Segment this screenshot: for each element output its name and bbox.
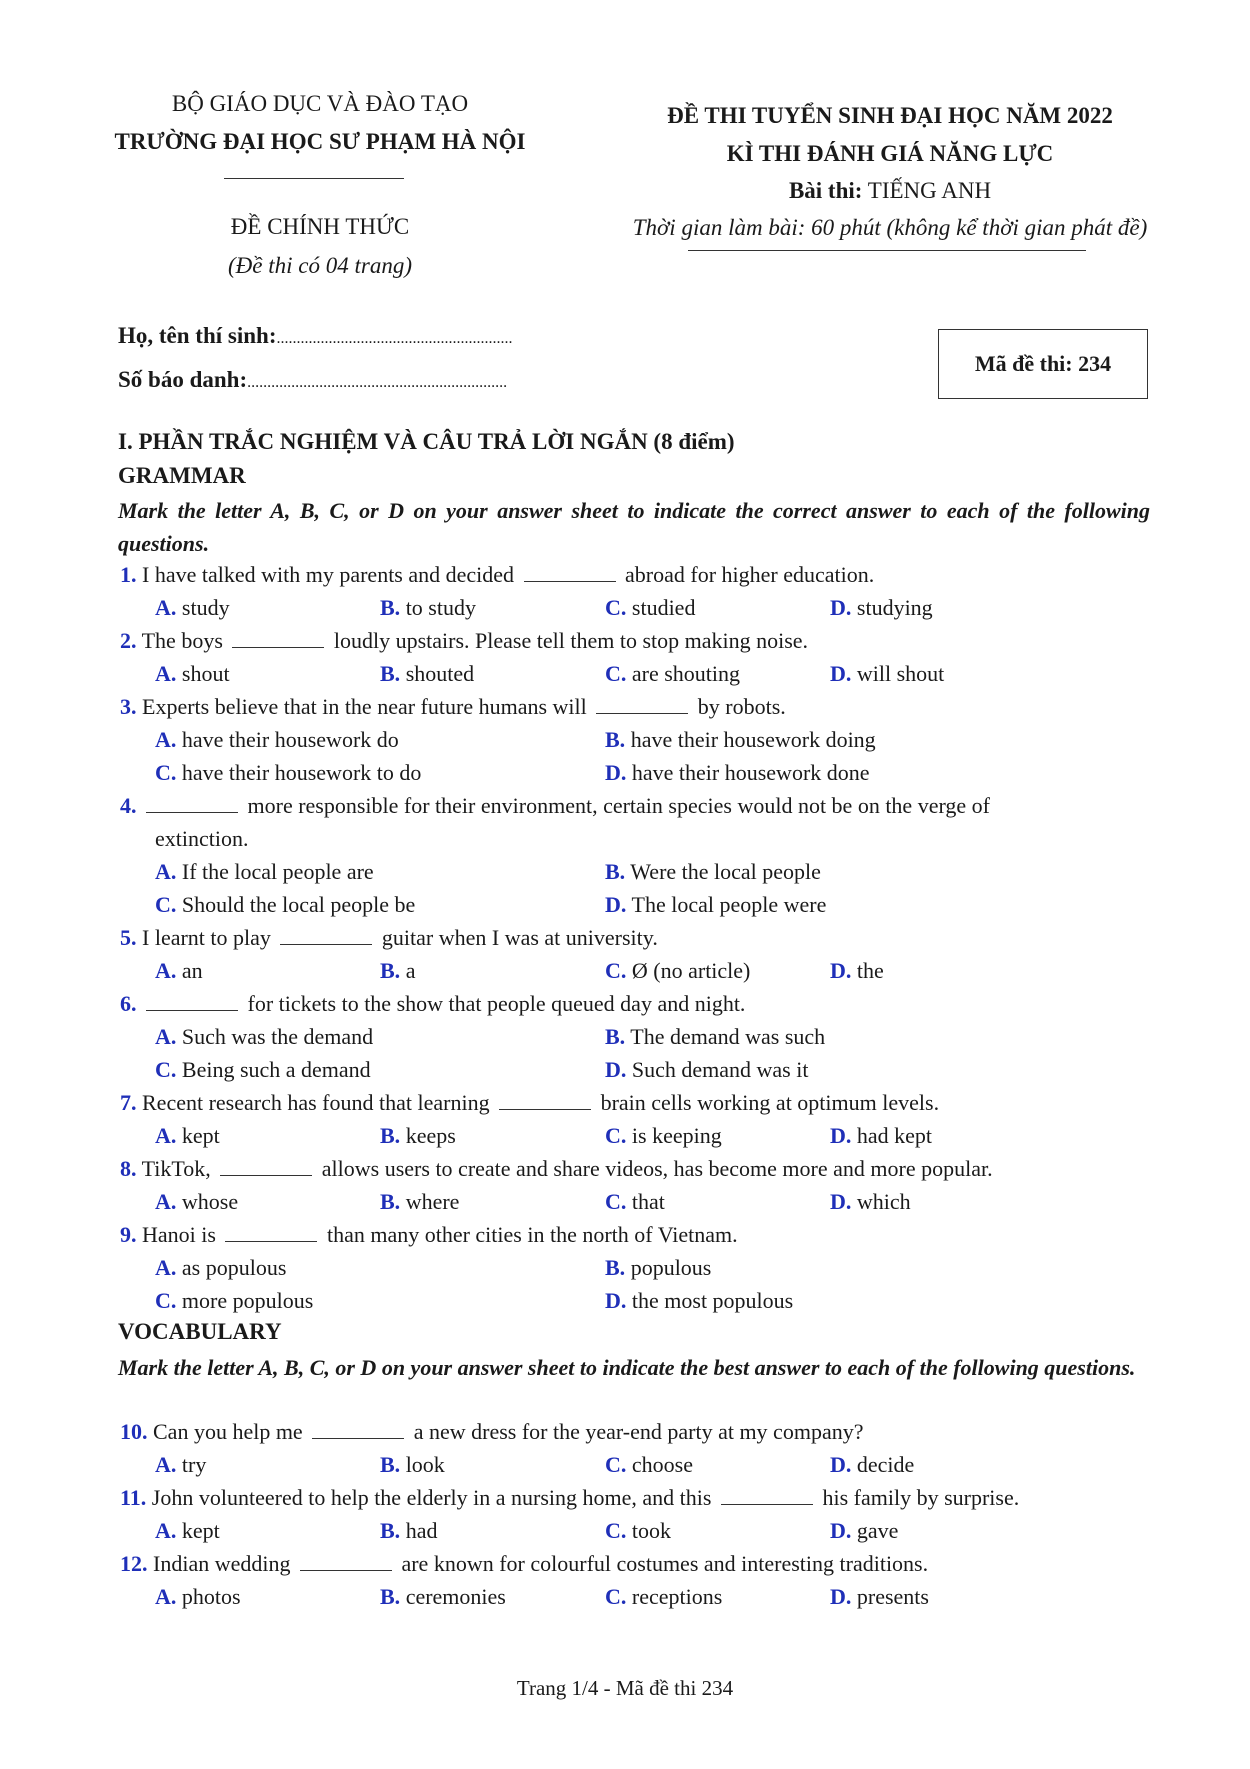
- header-right-divider: [688, 250, 1086, 251]
- question-text-after-blank: for tickets to the show that people queued day and night.: [247, 991, 746, 1016]
- option-letter: C.: [605, 661, 627, 686]
- option-letter: B.: [380, 1123, 401, 1148]
- option-letter: A.: [155, 1123, 177, 1148]
- university-name: TRƯỜNG ĐẠI HỌC SƯ PHẠM HÀ NỘI: [114, 129, 526, 154]
- option-c[interactable]: [155, 891, 415, 919]
- question-text-after-blank: his family by surprise.: [822, 1485, 1020, 1510]
- option-c[interactable]: [605, 1188, 665, 1216]
- option-letter: B.: [380, 958, 401, 983]
- option-letter: B.: [380, 1189, 401, 1214]
- question-text-after-blank: by robots.: [697, 694, 786, 719]
- option-b[interactable]: [380, 594, 476, 622]
- option-text: Such was the demand: [181, 1024, 374, 1049]
- option-text: had kept: [856, 1123, 933, 1148]
- question-number: 1.: [120, 562, 137, 587]
- option-d[interactable]: [830, 1451, 914, 1479]
- option-text: keeps: [405, 1123, 456, 1148]
- option-letter: D.: [830, 1584, 852, 1609]
- option-a[interactable]: [155, 957, 203, 985]
- option-text: to study: [405, 595, 476, 620]
- option-a[interactable]: [155, 1188, 238, 1216]
- answer-blank: [596, 695, 688, 714]
- option-b[interactable]: [380, 1517, 437, 1545]
- option-letter: C.: [605, 1189, 627, 1214]
- option-c[interactable]: [605, 1583, 722, 1611]
- option-c[interactable]: [155, 1287, 313, 1315]
- question-number: 12.: [120, 1551, 148, 1576]
- option-text: look: [405, 1452, 445, 1477]
- question-text-after-blank: allows users to create and share videos, has become more and more popular.: [321, 1156, 993, 1181]
- question-text-before-blank: I learnt to play: [142, 925, 271, 950]
- answer-blank: [499, 1091, 591, 1110]
- answer-blank: [524, 563, 616, 582]
- question-text-before-blank: Can you help me: [153, 1419, 303, 1444]
- exam-subtitle: KÌ THI ĐÁNH GIÁ NĂNG LỰC: [726, 141, 1054, 166]
- option-letter: C.: [605, 1518, 627, 1543]
- question-1: [120, 561, 874, 589]
- option-b[interactable]: [380, 1188, 459, 1216]
- option-text: have their housework do: [181, 727, 399, 752]
- option-b[interactable]: [605, 726, 876, 754]
- option-letter: C.: [155, 1288, 177, 1313]
- option-letter: D.: [830, 661, 852, 686]
- candidate-id-field[interactable]: [118, 366, 507, 397]
- answer-blank: [232, 629, 324, 648]
- question-number: 5.: [120, 925, 137, 950]
- option-text: decide: [856, 1452, 915, 1477]
- option-a[interactable]: [155, 660, 230, 688]
- question-number: 2.: [120, 628, 137, 653]
- option-d[interactable]: [830, 1122, 932, 1150]
- option-text: The demand was such: [630, 1024, 826, 1049]
- option-b[interactable]: [380, 1451, 445, 1479]
- option-text: study: [181, 595, 230, 620]
- option-letter: A.: [155, 1024, 177, 1049]
- option-c[interactable]: [605, 1517, 671, 1545]
- option-text: photos: [181, 1584, 241, 1609]
- option-a[interactable]: [155, 858, 374, 886]
- option-text: are shouting: [631, 661, 741, 686]
- question-text-before-blank: I have talked with my parents and decided: [142, 562, 515, 587]
- candidate-name-dots: ...........................................................: [276, 330, 513, 347]
- option-letter: C.: [605, 1584, 627, 1609]
- exam-code: Mã đề thi: 234: [974, 351, 1112, 376]
- subject-label: Bài thi:: [788, 178, 863, 203]
- option-letter: B.: [380, 1452, 401, 1477]
- option-letter: D.: [605, 760, 627, 785]
- option-letter: B.: [605, 727, 626, 752]
- option-letter: A.: [155, 958, 177, 983]
- option-c[interactable]: [605, 660, 740, 688]
- answer-blank: [220, 1157, 312, 1176]
- option-text: presents: [856, 1584, 929, 1609]
- option-b[interactable]: [605, 1254, 711, 1282]
- answer-blank: [146, 794, 238, 813]
- option-text: which: [856, 1189, 911, 1214]
- question-9: [120, 1221, 738, 1249]
- option-text: Being such a demand: [181, 1057, 371, 1082]
- option-text: shouted: [405, 661, 475, 686]
- question-2: [120, 627, 808, 655]
- vocabulary-instruction: Mark the letter A, B, C, or D on your answer sheet to indicate the best answer to each of the following questions.: [118, 1355, 1136, 1380]
- option-letter: C.: [605, 1452, 627, 1477]
- option-letter: B.: [380, 595, 401, 620]
- option-text: gave: [856, 1518, 899, 1543]
- option-letter: A.: [155, 1452, 177, 1477]
- option-text: ceremonies: [405, 1584, 506, 1609]
- option-text: where: [405, 1189, 460, 1214]
- option-d[interactable]: [830, 1188, 911, 1216]
- option-text: The local people were: [631, 892, 827, 917]
- option-text: populous: [630, 1255, 712, 1280]
- page-footer: Trang 1/4 - Mã đề thi 234: [516, 1676, 734, 1700]
- option-text: kept: [181, 1123, 220, 1148]
- option-text: Should the local people be: [181, 892, 416, 917]
- time-note: Thời gian làm bài: 60 phút (không kể thời gian phát đề): [632, 215, 1148, 240]
- option-d[interactable]: [830, 660, 944, 688]
- question-text-after-blank: a new dress for the year-end party at my company?: [413, 1419, 864, 1444]
- question-text-before-blank: Recent research has found that learning: [142, 1090, 490, 1115]
- option-c[interactable]: [605, 1451, 693, 1479]
- option-letter: C.: [155, 892, 177, 917]
- option-letter: D.: [605, 1057, 627, 1082]
- option-text: an: [181, 958, 203, 983]
- candidate-id-label: Số báo danh:: [118, 367, 248, 392]
- option-a[interactable]: [155, 1023, 373, 1051]
- exam-code-box: [938, 329, 1148, 399]
- option-letter: D.: [830, 1518, 852, 1543]
- option-c[interactable]: [605, 957, 750, 985]
- option-d[interactable]: [830, 957, 884, 985]
- answer-blank: [146, 992, 238, 1011]
- option-d[interactable]: [830, 1583, 929, 1611]
- option-text: is keeping: [631, 1123, 722, 1148]
- option-text: Ø (no article): [631, 958, 751, 983]
- option-letter: D.: [605, 1288, 627, 1313]
- option-a[interactable]: [155, 1122, 220, 1150]
- option-d[interactable]: [605, 891, 826, 919]
- question-10: [120, 1418, 863, 1446]
- option-text: choose: [631, 1452, 693, 1477]
- option-text: the most populous: [631, 1288, 794, 1313]
- option-b[interactable]: [605, 858, 821, 886]
- option-b[interactable]: [380, 957, 415, 985]
- option-text: kept: [181, 1518, 220, 1543]
- candidate-id-dots: .................................................................: [247, 374, 508, 391]
- option-text: Such demand was it: [631, 1057, 809, 1082]
- option-letter: B.: [380, 661, 401, 686]
- option-c[interactable]: [605, 1122, 722, 1150]
- option-text: have their housework to do: [181, 760, 422, 785]
- subject-value: TIẾNG ANH: [867, 178, 992, 203]
- question-12: [120, 1550, 928, 1578]
- option-b[interactable]: [605, 1023, 825, 1051]
- option-d[interactable]: [605, 1287, 793, 1315]
- question-number: 9.: [120, 1222, 137, 1247]
- option-letter: D.: [830, 1123, 852, 1148]
- grammar-instruction: Mark the letter A, B, C, or D on your answer sheet to indicate the correct answer to each of the following questions.: [118, 498, 1150, 556]
- question-text-after-blank: brain cells working at optimum levels.: [600, 1090, 940, 1115]
- option-text: had: [405, 1518, 438, 1543]
- answer-blank: [721, 1486, 813, 1505]
- exam-title: ĐỀ THI TUYỂN SINH ĐẠI HỌC NĂM 2022: [667, 103, 1113, 128]
- option-text: as populous: [181, 1255, 287, 1280]
- question-number: 6.: [120, 991, 137, 1016]
- option-a[interactable]: [155, 726, 399, 754]
- option-b[interactable]: [380, 1583, 506, 1611]
- official-label: ĐỀ CHÍNH THỨC: [230, 214, 410, 239]
- question-4: [120, 792, 990, 820]
- option-text: try: [181, 1452, 207, 1477]
- option-text: studying: [856, 595, 933, 620]
- option-a[interactable]: [155, 1451, 206, 1479]
- option-letter: B.: [605, 1024, 626, 1049]
- option-a[interactable]: [155, 1517, 220, 1545]
- option-b[interactable]: [380, 660, 474, 688]
- ministry-name: BỘ GIÁO DỤC VÀ ĐÀO TẠO: [171, 91, 469, 116]
- pages-note: (Đề thi có 04 trang): [228, 253, 412, 278]
- option-text: a: [405, 958, 416, 983]
- question-text-before-blank: Experts believe that in the near future humans will: [142, 694, 587, 719]
- header-left-divider: [224, 178, 404, 179]
- question-11: [120, 1484, 1019, 1512]
- subject-line: [600, 177, 1180, 205]
- candidate-name-field[interactable]: [118, 322, 512, 353]
- question-text-before-blank: The boys: [141, 628, 223, 653]
- answer-blank: [225, 1223, 317, 1242]
- part-title: I. PHẦN TRẮC NGHIỆM VÀ CÂU TRẢ LỜI NGẮN (8 điểm): [118, 429, 735, 454]
- option-text: have their housework doing: [630, 727, 876, 752]
- option-letter: A.: [155, 727, 177, 752]
- option-letter: B.: [380, 1584, 401, 1609]
- question-text-after-blank: guitar when I was at university.: [381, 925, 658, 950]
- option-d[interactable]: [605, 759, 870, 787]
- candidate-name-label: Họ, tên thí sinh:: [118, 323, 277, 348]
- option-c[interactable]: [155, 1056, 371, 1084]
- option-d[interactable]: [830, 1517, 898, 1545]
- question-text-after-blank: are known for colourful costumes and interesting traditions.: [401, 1551, 929, 1576]
- option-text: studied: [631, 595, 696, 620]
- question-text-after-blank: more responsible for their environment, certain species would not be on the verge of: [247, 793, 990, 818]
- question-text-before-blank: TikTok,: [141, 1156, 211, 1181]
- option-text: more populous: [181, 1288, 314, 1313]
- option-text: Were the local people: [630, 859, 821, 884]
- option-letter: A.: [155, 1518, 177, 1543]
- option-text: have their housework done: [631, 760, 870, 785]
- question-continuation: extinction.: [155, 826, 249, 851]
- option-a[interactable]: [155, 1583, 241, 1611]
- option-text: the: [856, 958, 884, 983]
- question-number: 8.: [120, 1156, 137, 1181]
- grammar-heading: GRAMMAR: [118, 463, 246, 488]
- answer-blank: [280, 926, 372, 945]
- question-text-after-blank: loudly upstairs. Please tell them to stop making noise.: [333, 628, 809, 653]
- option-letter: D.: [830, 958, 852, 983]
- option-c[interactable]: [605, 594, 695, 622]
- option-d[interactable]: [830, 594, 933, 622]
- question-number: 7.: [120, 1090, 137, 1115]
- option-letter: A.: [155, 859, 177, 884]
- option-letter: D.: [830, 595, 852, 620]
- option-a[interactable]: [155, 594, 230, 622]
- option-text: whose: [181, 1189, 239, 1214]
- option-letter: B.: [605, 859, 626, 884]
- option-letter: A.: [155, 1255, 177, 1280]
- question-8: [120, 1155, 993, 1183]
- question-text-after-blank: abroad for higher education.: [625, 562, 875, 587]
- option-text: took: [631, 1518, 672, 1543]
- option-letter: A.: [155, 1584, 177, 1609]
- question-text-before-blank: Hanoi is: [142, 1222, 216, 1247]
- question-5: [120, 924, 658, 952]
- option-letter: C.: [605, 958, 627, 983]
- question-3: [120, 693, 786, 721]
- option-text: shout: [181, 661, 230, 686]
- option-text: If the local people are: [181, 859, 374, 884]
- option-text: will shout: [856, 661, 945, 686]
- option-c[interactable]: [155, 759, 421, 787]
- option-letter: A.: [155, 1189, 177, 1214]
- answer-blank: [312, 1420, 404, 1439]
- question-number: 4.: [120, 793, 137, 818]
- option-letter: D.: [830, 1189, 852, 1214]
- option-letter: A.: [155, 595, 177, 620]
- question-number: 11.: [120, 1485, 147, 1510]
- option-text: that: [631, 1189, 665, 1214]
- question-7: [120, 1089, 939, 1117]
- option-letter: B.: [380, 1518, 401, 1543]
- answer-blank: [300, 1552, 392, 1571]
- question-number: 10.: [120, 1419, 148, 1444]
- option-letter: D.: [605, 892, 627, 917]
- option-b[interactable]: [380, 1122, 456, 1150]
- question-text-after-blank: than many other cities in the north of Vietnam.: [326, 1222, 738, 1247]
- question-number: 3.: [120, 694, 137, 719]
- option-letter: C.: [155, 1057, 177, 1082]
- option-letter: C.: [605, 595, 627, 620]
- option-text: receptions: [631, 1584, 723, 1609]
- option-letter: A.: [155, 661, 177, 686]
- question-text-before-blank: Indian wedding: [153, 1551, 291, 1576]
- option-letter: D.: [830, 1452, 852, 1477]
- option-d[interactable]: [605, 1056, 808, 1084]
- option-a[interactable]: [155, 1254, 286, 1282]
- option-letter: C.: [155, 760, 177, 785]
- option-letter: B.: [605, 1255, 626, 1280]
- option-letter: C.: [605, 1123, 627, 1148]
- vocabulary-heading: VOCABULARY: [118, 1319, 282, 1344]
- question-6: [120, 990, 745, 1018]
- question-text-before-blank: John volunteered to help the elderly in a nursing home, and this: [151, 1485, 712, 1510]
